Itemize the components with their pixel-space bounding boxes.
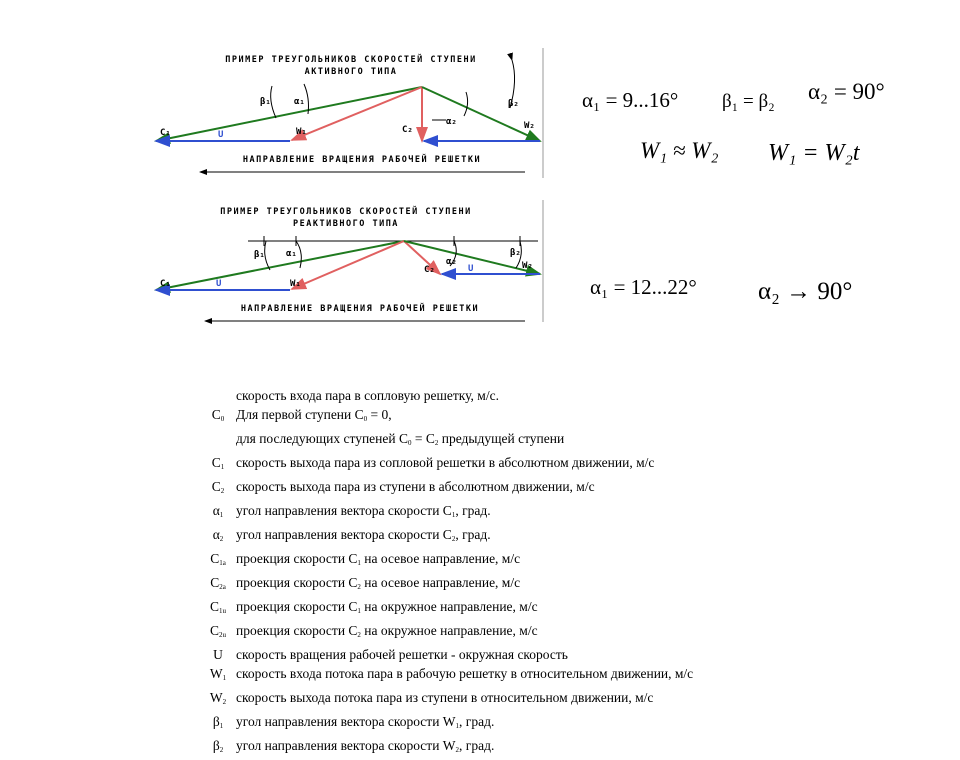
legend-row [200,453,840,477]
legend-row [200,525,840,549]
formula-w-equal: W₁ = W₂t [768,140,860,166]
legend-row [200,477,840,501]
legend-row [200,736,840,760]
legend-row [200,501,840,525]
active-label-beta1: β₁ [260,97,271,107]
legend-row [200,405,840,429]
legend-description: проекция скорости $C_1$ на осевое направление, м/с [236,551,521,567]
legend-symbol: $C_2$ [211,479,225,495]
legend-description: для последующих ступеней $C_0 = C_2$ предыдущей ступени [236,431,565,447]
reactive-velocity-triangle [156,205,540,321]
legend-description: угол направления вектора скорости $C_2$, град. [236,527,491,543]
active-label-w1: W₁ [296,127,307,137]
reactive-label-w1: W₁ [290,279,301,289]
symbol-legend [200,386,840,760]
formula-beta-equal: β₁ = β₂ [722,91,775,112]
legend-description: скорость выхода потока пара из ступени в относительном движении, м/с [236,690,654,705]
reactive-label-u: U [216,279,222,289]
formulas-reactive [590,275,852,305]
active-label-alpha1: α₁ [294,97,305,107]
active-label-w2: W₂ [524,121,535,131]
active-label-c2: C₂ [402,125,413,135]
reactive-label-w2: W₂ [522,261,533,271]
legend-symbol: $C_{2u}$ [209,623,226,639]
formula-alpha2-reactive: α₂ → 90° [758,278,853,305]
legend-description: Для первой ступени $C_0 = 0$, [236,407,392,423]
legend-symbol: $W_1$ [209,666,227,682]
legend-row [200,386,840,405]
reactive-label-beta1: β₁ [254,250,265,260]
legend-description: угол направления вектора скорости $W_2$, град. [236,738,495,754]
legend-row [200,664,840,688]
legend-row [200,549,840,573]
legend-symbol: $\beta_1$ [212,714,224,730]
legend-symbol: $C_0$ [211,407,225,423]
legend-description: проекция скорости $C_2$ на окружное направление, м/с [236,623,538,639]
legend-description: проекция скорости $C_2$ на осевое направление, м/с [236,575,521,591]
legend-description: скорость входа потока пара в рабочую решетку в относительном движении, м/с [236,666,694,681]
legend-symbol: $C_1$ [211,455,225,471]
legend-description: скорость выхода пара из сопловой решетки в абсолютном движении, м/с [236,455,655,470]
active-title-line1: ПРИМЕР ТРЕУГОЛЬНИКОВ СКОРОСТЕЙ СТУПЕНИ [225,55,477,65]
active-c1-vector [156,87,422,141]
legend-symbol: $\alpha_2$ [212,527,224,543]
active-velocity-triangle [156,53,540,172]
formulas-active [582,79,885,166]
active-label-alpha2: α₂ [446,117,457,127]
reactive-rotation-caption: НАПРАВЛЕНИЕ ВРАЩЕНИЯ РАБОЧЕЙ РЕШЕТКИ [240,304,480,314]
legend-symbol: $\alpha_1$ [212,503,224,519]
active-label-u: U [218,130,224,140]
active-alpha2-arc [464,92,468,116]
active-beta1-arc [271,86,276,118]
legend-row [200,712,840,736]
reactive-label-u2: U [468,264,474,274]
formula-w-approx: W₁ ≈ W₂ [640,138,719,163]
reactive-label-alpha2: α₂ [446,257,457,267]
legend-row [200,645,840,664]
formula-alpha1-reactive: α₁ = 12...22° [590,275,697,299]
legend-description: угол направления вектора скорости $C_1$, град. [236,503,491,519]
legend-row [200,573,840,597]
active-label-beta2: β₂ [508,99,519,109]
reactive-title-line1: ПРИМЕР ТРЕУГОЛЬНИКОВ СКОРОСТЕЙ СТУПЕНИ [220,207,472,217]
legend-symbol: $\beta_2$ [212,738,224,754]
legend-description: скорость выхода пара из ступени в абсолютном движении, м/с [236,479,595,494]
legend-description: угол направления вектора скорости $W_1$, град. [236,714,495,730]
reactive-title-line2: РЕАКТИВНОГО ТИПА [293,219,399,229]
legend-description: скорость входа пара в сопловую решетку, м/с. [236,388,499,403]
active-rotation-caption: НАПРАВЛЕНИЕ ВРАЩЕНИЯ РАБОЧЕЙ РЕШЕТКИ [242,155,482,165]
reactive-label-c2: C₂ [424,265,435,275]
legend-row [200,688,840,712]
reactive-c1-vector [156,241,404,290]
active-label-c1: C₁ [160,128,171,138]
legend-row [200,429,840,453]
legend-symbol: $C_{1a}$ [210,551,226,567]
legend-symbol: $C_{1u}$ [209,599,226,615]
active-w2-vector [422,87,540,141]
legend-symbol: $W_2$ [209,690,227,706]
active-title-line2: АКТИВНОГО ТИПА [304,67,398,77]
formula-alpha2-active: α₂ = 90° [808,79,885,104]
legend-row [200,621,840,645]
legend-symbol: U [213,647,223,662]
reactive-label-beta2: β₂ [510,248,521,258]
legend-row [200,597,840,621]
reactive-label-alpha1: α₁ [286,249,297,259]
reactive-w1-vector [292,241,404,289]
reactive-label-c1: C₁ [160,279,171,289]
legend-symbol: $C_{2a}$ [210,575,226,591]
legend-description: скорость вращения рабочей решетки - окружная скорость [236,647,568,662]
reactive-beta1-arc [265,241,270,270]
formula-alpha1-active: α₁ = 9...16° [582,88,679,112]
legend-description: проекция скорости $C_1$ на окружное направление, м/с [236,599,538,615]
